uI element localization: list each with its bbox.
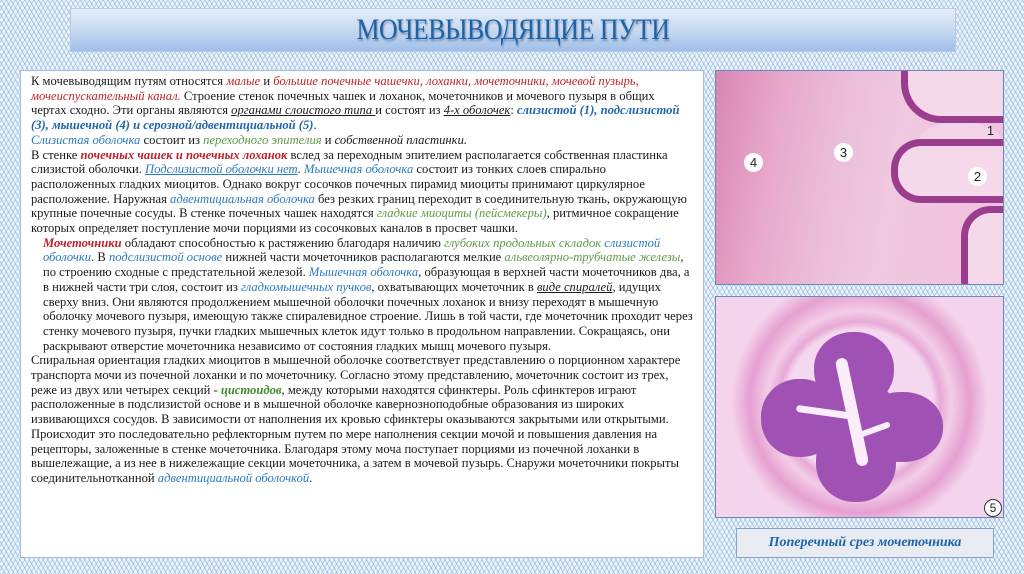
text-run: . В [91, 250, 109, 265]
text-run: : [510, 103, 517, 118]
histology-image-longitudinal [715, 70, 1004, 285]
slide-title: МОЧЕВЫВОДЯЩИЕ ПУТИ [356, 13, 670, 46]
label-3: 3 [834, 143, 853, 162]
text-run: , образующая в верхней части мочеточников два, а в нижней части три слоя, состоит из [43, 265, 690, 294]
term-glands: альвеолярно-трубчатые железы [504, 250, 681, 265]
label-2: 2 [968, 167, 987, 186]
label-4: 4 [744, 153, 763, 172]
text-run: нижней части мочеточников располагаются мелкие [222, 250, 505, 265]
text-run: , по строению сходные с предстательной железой. [43, 250, 684, 280]
text-run: Происходит это последовательно рефлекторным путем по мере наполнения секции мочой и повышения давления на рецепторы, заложенные в стенке мочеточника. Благодаря этому моча поступает порциями из почечной лоханки в вышележащие, а из нее в нижележащие секции мочеточника, а затем в мочевой пузырь. Снаружи мочеточники покрыты соединительнотканной [31, 426, 679, 485]
main-text-box [20, 70, 704, 558]
text-run: без резких границ переходит в соединительную ткань, окружающую крупные почечные сосуды. В стенке почечных чашек находятся [31, 191, 687, 221]
text-run: состоит из [140, 132, 204, 147]
paragraph-mucosa [31, 133, 693, 148]
term-transitional-epithelium: переходного эпителия [203, 132, 322, 147]
text-run: и [321, 132, 335, 147]
text-run: состоит из тонких слоев спирально расположенных гладких миоцитов. Однако вокруг сосочков почечных пирамид миоциты принимают циркулярное расположение. Наружная [31, 162, 645, 206]
text-run: Спиральная ориентация гладких миоцитов в мышечной оболочке соответствует представлению о порционном характере транспорта мочи из почечной лоханки и по мочеточнику. Согласно этому представлению, мочеточник состоит из трех, реже из двух или четырех секций - [31, 353, 681, 397]
term-muscular-layer: Мышечная оболочка [303, 162, 414, 177]
term-urinary-organs: большие почечные чашечки, лоханки, мочеточники, мочевой пузырь, мочеиспускательный канал. [31, 74, 639, 103]
text-run: К мочевыводящим путям относятся [31, 74, 227, 88]
mucosa-fold-shape [961, 206, 1004, 285]
term-pacemakers: гладкие миоциты (пейсмекеры) [376, 206, 547, 221]
label-5: 5 [984, 499, 1002, 517]
term-cystoids: цистоидов [220, 382, 282, 397]
term-longitudinal-folds: глубоких продольных складок [444, 235, 602, 250]
paragraph-intro [31, 74, 693, 133]
term-four-layers: 4-х оболочек [443, 103, 511, 118]
term-spirals: виде спиралей [536, 279, 613, 294]
text-run: Строение стенок почечных чашек и лоханок, мочеточников и мочевого пузыря в общих чертах сходно. Эти органы являются [31, 88, 655, 118]
term-lamina-propria: собственной пластинки. [334, 132, 468, 147]
term-no-submucosa: Подслизистой оболочки нет [145, 162, 298, 177]
term-ureters: Мочеточники [43, 235, 122, 250]
label-1: 1 [986, 123, 995, 138]
mucosa-fold-shape [891, 139, 1004, 203]
text-run: и состоят из [375, 103, 444, 118]
term-layer-list: слизистой (1), подслизистой (3), мышечной (4) и серозной/адвентициальной (5) [31, 103, 680, 133]
paragraph-ureters [31, 236, 693, 354]
image-caption [736, 528, 994, 558]
term-muscular-layer-2: Мышечная оболочка [308, 265, 419, 280]
term-mucosa-2: слизистой оболочки [43, 235, 661, 265]
paragraph-calyces [31, 148, 693, 236]
term-adventitia: адвентициальная оболочка [170, 191, 315, 206]
text-run: В стенке [31, 147, 81, 162]
text-run: . [309, 470, 313, 485]
term-calyces-pelvis: почечных чашек и почечных лоханок [80, 147, 288, 162]
text-run: , между которыми находятся сфинктеры. Роль сфинктеров играют расположенные в подслизистой основе и в мышечной оболочке кавернозноподобные образования из широких извивающихся сосудов. В зависимости от наполнения их кровью сфинктеры оказываются закрытыми или открытыми. [31, 382, 669, 427]
title-banner [70, 8, 956, 52]
text-run: . [297, 162, 304, 177]
paragraph-reflex [31, 427, 693, 486]
text-run: , идущих сверху вниз. Они являются продолжением мышечной оболочки почечных лоханок и внизу переходят в мышечную оболочку мочевого пузыря, имеющую также спиралевидное строение. Лишь в той части, где мочеточник проходит через стенку мочевого пузыря, пучки гладких мышечных клеток идут только в продольном направлении. Сокращаясь, они раскрывают отверстие мочеточника независимо от состояния гладких мышц мочевого пузыря. [43, 279, 693, 353]
caption-text: Поперечный срез мочеточника [768, 535, 962, 550]
term-submucosa: подслизистой основе [108, 250, 223, 265]
term-mucosa: Слизистая оболочка [31, 132, 141, 147]
text-run: вслед за переходным эпителием располагается собственная пластинка слизистой оболочки. [31, 147, 668, 177]
term-adventitia-2: адвентициальной оболочкой [157, 470, 310, 485]
text-run: и [260, 74, 274, 88]
term-smooth-muscle-bundles: гладкомышечных пучков [240, 279, 372, 294]
text-run: , охватывающих мочеточник в [371, 279, 537, 294]
term-layered-organs: органами слоистого типа [231, 103, 376, 118]
histology-image-cross-section [715, 296, 1004, 518]
mucosa-fold-shape [901, 70, 1004, 123]
text-run: . [313, 118, 317, 133]
text-run: обладают способностью к растяжению благодаря наличию [121, 235, 445, 250]
text-run: , ритмичное сокращение которых определяет поступление мочи порциями из сосочковых каналов в просвет чашки. [31, 206, 679, 236]
paragraph-spiral [31, 353, 693, 427]
term-small-calyces: малые [226, 74, 261, 88]
